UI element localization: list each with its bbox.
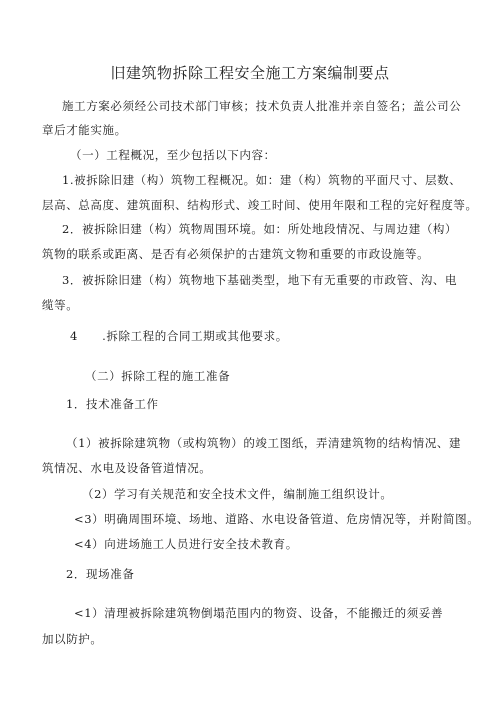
paragraph-line: 层高、总高度、建筑面积、结构形式、竣工时间、使用年限和工程的完好程度等。 — [42, 198, 478, 212]
paragraph-line: <3）明确周围环境、场地、道路、水电设备管道、危房情况等，并附简图。 — [74, 512, 480, 526]
paragraph-line: 缆等。 — [42, 298, 79, 312]
paragraph-line: （1）被拆除建筑物（或构筑物）的竣工图纸，弄清建筑物的结构情况、建 — [66, 436, 462, 450]
paragraph-line: 1.被拆除旧建（构）筑物工程概况。如：建（构）筑物的平面尺寸、层数、 — [62, 173, 462, 187]
paragraph-line: 施工方案必须经公司技术部门审核；技术负责人批准并亲自签名；盖公司公 — [62, 99, 462, 113]
paragraph-line: 筑情况、水电及设备管道情况。 — [42, 461, 212, 475]
section-heading: （一）工程概况，至少包括以下内容： — [70, 148, 276, 162]
paragraph-line: 3．被拆除旧建（构）筑物地下基础类型，地下有无重要的市政管、沟、电 — [62, 273, 458, 287]
paragraph-line: 章后才能实施。 — [42, 123, 127, 137]
paragraph-line: 4 .拆除工程的合同工期或其他要求。 — [70, 329, 288, 343]
subsection-heading: 1．技术准备工作 — [66, 397, 159, 411]
paragraph-line: 2．被拆除旧建（构）筑物周围环境。如：所处地段情况、与周边建（构） — [62, 222, 458, 236]
paragraph-line: <4）向进场施工人员进行安全技术教育。 — [74, 537, 298, 551]
paragraph-line: 加以防护。 — [42, 632, 103, 646]
document-title: 旧建筑物拆除工程安全施工方案编制要点 — [110, 64, 390, 82]
section-heading: （二）拆除工程的施工准备 — [85, 369, 231, 383]
paragraph-line: 筑物的联系或距离、是否有必须保护的古建筑文物和重要的市政设施等。 — [42, 247, 430, 261]
paragraph-line: （2）学习有关规范和安全技术文件，编制施工组织设计。 — [82, 487, 393, 501]
paragraph-line: <1）清理被拆除建筑物倒塌范围内的物资、设备，不能搬迁的须妥善 — [74, 606, 444, 620]
subsection-heading: 2．现场准备 — [66, 567, 135, 581]
